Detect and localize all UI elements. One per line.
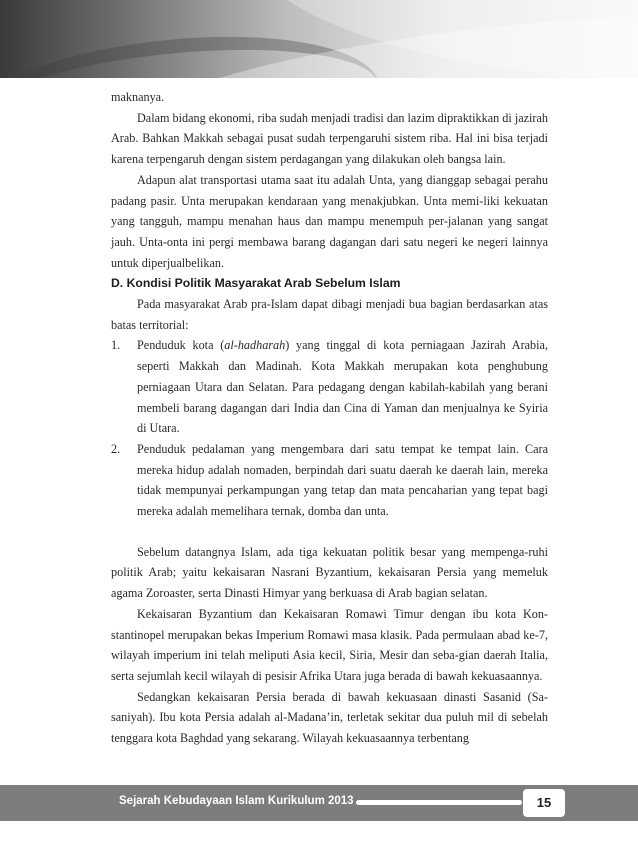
footer-title: Sejarah Kebudayaan Islam Kurikulum 2013 bbox=[119, 795, 354, 807]
page-body bbox=[111, 87, 548, 749]
footer-bar bbox=[0, 785, 638, 821]
header-banner bbox=[0, 0, 638, 78]
list-number: 2. bbox=[111, 441, 121, 456]
paragraph: maknanya. bbox=[111, 90, 165, 104]
list-number: 1. bbox=[111, 338, 121, 353]
list-item bbox=[111, 439, 548, 522]
page-number: 15 bbox=[523, 789, 565, 817]
paragraph: Dalam bidang ekonomi, riba sudah menjadi tradisi dan lazim dipraktikkan di jazirah Arab. Bahkan Makkah sebagai pusat sudah terpengaruhi sistem riba. Hal ini bisa terjadi karena terpengaruh dengan sistem perdagangan yang dilakukan oleh bangsa lain. bbox=[111, 110, 548, 167]
paragraph: Kekaisaran Byzantium dan Kekaisaran Romawi Timur dengan ibu kota Kon-stantinopel merupakan bekas Imperium Romawi masa klasik. Pada permulaan abad ke-7, wilayah imperium ini telah meliputi Asia kecil, Siria, Mesir dan seba-gian daerah Italia, serta sejumlah kecil wilayah di pesisir Afrika Utara juga berada di bawah kekuasaannya. bbox=[111, 606, 548, 683]
list-text: ) yang tinggal di kota perniagaan Jazirah Arabia, seperti Makkah dan Madinah. Kota Makkah merupakan kota penghubung perniagaan Utara dan Selatan. Para pedagang dengan kabilah-kabilah yang berani membeli barang dagangan dari India dan Cina di Yaman dan menjualnya ke Syiria di Utara. bbox=[137, 338, 548, 436]
footer-divider bbox=[356, 800, 522, 805]
list-text: Penduduk pedalaman yang mengembara dari satu tempat ke tempat lain. Cara mereka hidup adalah nomaden, berpindah dari suatu daerah ke daerah lain, mereka tidak mempunyai perkampungan yang tetap dan mata pencaharian yang tepat bagi mereka adalah memelihara ternak, domba dan unta. bbox=[137, 441, 548, 519]
paragraph: Adapun alat transportasi utama saat itu adalah Unta, yang dianggap sebagai perahu padang pasir. Unta merupakan kendaraan yang menakjubkan. Unta memi-liki kekuatan yang tangguh, mampu menahan haus dan mampu menempuh per-jalanan yang sangat jauh. Unta-onta ini pergi membawa barang dagangan dari satu negeri ke negeri lainnya untuk diperjualbelikan. bbox=[111, 172, 548, 270]
list-item bbox=[111, 335, 548, 439]
paragraph: Pada masyarakat Arab pra-Islam dapat dibagi menjadi bua bagian berdasarkan atas batas territorial: bbox=[111, 297, 548, 332]
spacer bbox=[111, 522, 548, 542]
paragraph: Sedangkan kekaisaran Persia berada di bawah kekuasaan dinasti Sasanid (Sa-saniyah). Ibu kota Persia adalah al-Madana’in, terletak sekitar dua puluh mil di sebelah tenggara kota Baghdad yang sekarang. Wilayah kekuasaannya terbentang bbox=[111, 689, 548, 746]
italic-term: al-hadharah bbox=[224, 338, 286, 353]
paragraph: Sebelum datangnya Islam, ada tiga kekuatan politik besar yang mempenga-ruhi politik Arab; yaitu kekaisaran Nasrani Byzantium, kekaisaran Persia yang memeluk agama Zoroaster, serta Dinasti Himyar yang berkuasa di Arab bagian selatan. bbox=[111, 544, 548, 601]
section-heading: D. Kondisi Politik Masyarakat Arab Sebelum Islam bbox=[111, 276, 401, 291]
list-text: Penduduk kota ( bbox=[137, 338, 225, 353]
